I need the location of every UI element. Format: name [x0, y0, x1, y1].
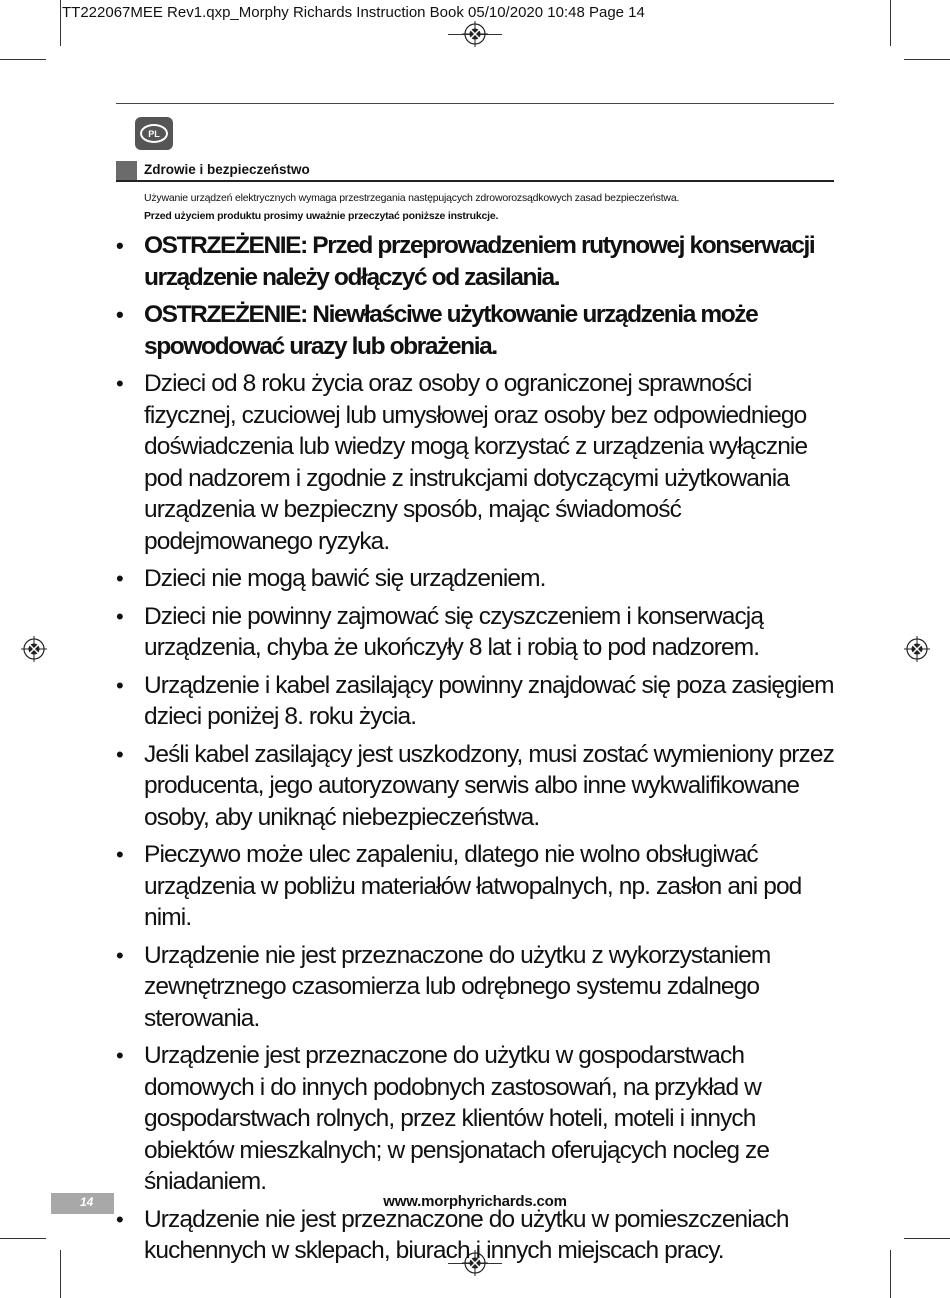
bullet: •	[116, 566, 123, 591]
bullet: •	[116, 741, 123, 767]
list-item	[116, 299, 836, 362]
section-title: Zdrowie i bezpieczeństwo	[144, 162, 310, 177]
bullet: •	[116, 1043, 123, 1068]
item-text: OSTRZEŻENIE: Przed przeprowadzeniem rutynowej konserwacji urządzenie należy odłączyć od zasilania.	[144, 232, 815, 291]
crop-mark	[890, 0, 891, 46]
list-item	[116, 563, 836, 595]
safety-list	[116, 230, 836, 1273]
bullet: •	[116, 233, 123, 258]
item-text: OSTRZEŻENIE: Niewłaściwe użytkowanie urządzenia może spowodować urazy lub obrażenia.	[144, 301, 758, 360]
list-item	[116, 601, 836, 664]
item-text: Urządzenie i kabel zasilający powinny znajdować się poza zasięgiem dzieci poniżej 8. roku życia.	[144, 671, 834, 730]
list-item	[116, 940, 836, 1035]
bullet: •	[116, 672, 123, 698]
crop-mark	[904, 59, 950, 60]
intro-bold-text: Przed użyciem produktu prosimy uważnie przeczytać poniższe instrukcje.	[144, 210, 499, 222]
item-text: Dzieci nie mogą bawić się urządzeniem.	[144, 565, 546, 592]
crop-mark	[60, 1250, 61, 1298]
item-text: Jeśli kabel zasilający jest uszkodzony, musi zostać wymieniony przez producenta, jego autoryzowany serwis albo inne wykwalifikowane osoby, aby uniknąć niebezpieczeństwa.	[144, 740, 834, 831]
list-item	[116, 739, 836, 834]
registration-mark-icon	[462, 21, 488, 47]
bullet: •	[116, 302, 123, 327]
list-item	[116, 1204, 836, 1267]
item-text: Urządzenie nie jest przeznaczone do użytku w pomieszczeniach kuchennych w sklepach, biurach i innych miejscach pracy.	[144, 1205, 789, 1264]
top-rule	[116, 103, 834, 104]
crop-mark	[0, 59, 46, 60]
crop-mark	[0, 1238, 46, 1239]
item-text: Dzieci od 8 roku życia oraz osoby o ograniczonej sprawności fizycznej, czuciowej lub umysłowej oraz osoby bez odpowiedniego doświadczenia lub wiedzy mogą korzystać z urządzenia wyłącznie pod nadzorem i zgodnie z instrukcjami dotyczącymi użytkowania urządzenia w bezpieczny sposób, mając świadomość podejmowanego ryzyka.	[144, 370, 808, 555]
bullet: •	[116, 842, 123, 867]
intro-text: Używanie urządzeń elektrycznych wymaga przestrzegania następujących zdroworozsądkowych zasad bezpieczeństwa.	[144, 192, 680, 204]
list-item	[116, 230, 836, 293]
list-item	[116, 839, 836, 934]
bullet: •	[116, 371, 123, 396]
page-number: 14	[80, 1195, 94, 1209]
crop-mark	[890, 1250, 891, 1298]
print-slug: TT222067MEE Rev1.qxp_Morphy Richards Instruction Book 05/10/2020 10:48 Page 14	[62, 4, 645, 21]
crop-mark	[60, 0, 61, 46]
list-item	[116, 670, 836, 733]
item-text: Pieczywo może ulec zapaleniu, dlatego nie wolno obsługiwać urządzenia w pobliżu materiałów łatwopalnych, np. zasłon ani pod nimi.	[144, 841, 802, 931]
section-rule	[116, 180, 834, 182]
list-item	[116, 368, 836, 557]
bullet: •	[116, 942, 123, 968]
language-label: PL	[140, 124, 168, 143]
crop-mark	[904, 1238, 950, 1239]
bullet: •	[116, 603, 123, 629]
list-item	[116, 1040, 836, 1198]
website-url: www.morphyrichards.com	[383, 1193, 567, 1210]
registration-mark-icon	[904, 636, 930, 662]
registration-mark-icon	[21, 636, 47, 662]
item-text: Dzieci nie powinny zajmować się czyszczeniem i konserwacją urządzenia, chyba że ukończyły 8 lat i robią to pod nadzorem.	[144, 602, 764, 661]
item-text: Urządzenie nie jest przeznaczone do użytku z wykorzystaniem zewnętrznego czasomierza lub odrębnego systemu zdalnego sterowania.	[144, 941, 771, 1032]
bullet: •	[116, 1206, 123, 1232]
section-marker	[116, 161, 137, 181]
item-text: Urządzenie jest przeznaczone do użytku w gospodarstwach domowych i do innych podobnych zastosowań, na przykład w gospodarstwach rolnych, przez klientów hoteli, moteli i innych obiektów mieszkalnych; w pensjonatach oferujących nocleg ze śniadaniem.	[144, 1042, 770, 1195]
language-badge	[135, 117, 173, 150]
